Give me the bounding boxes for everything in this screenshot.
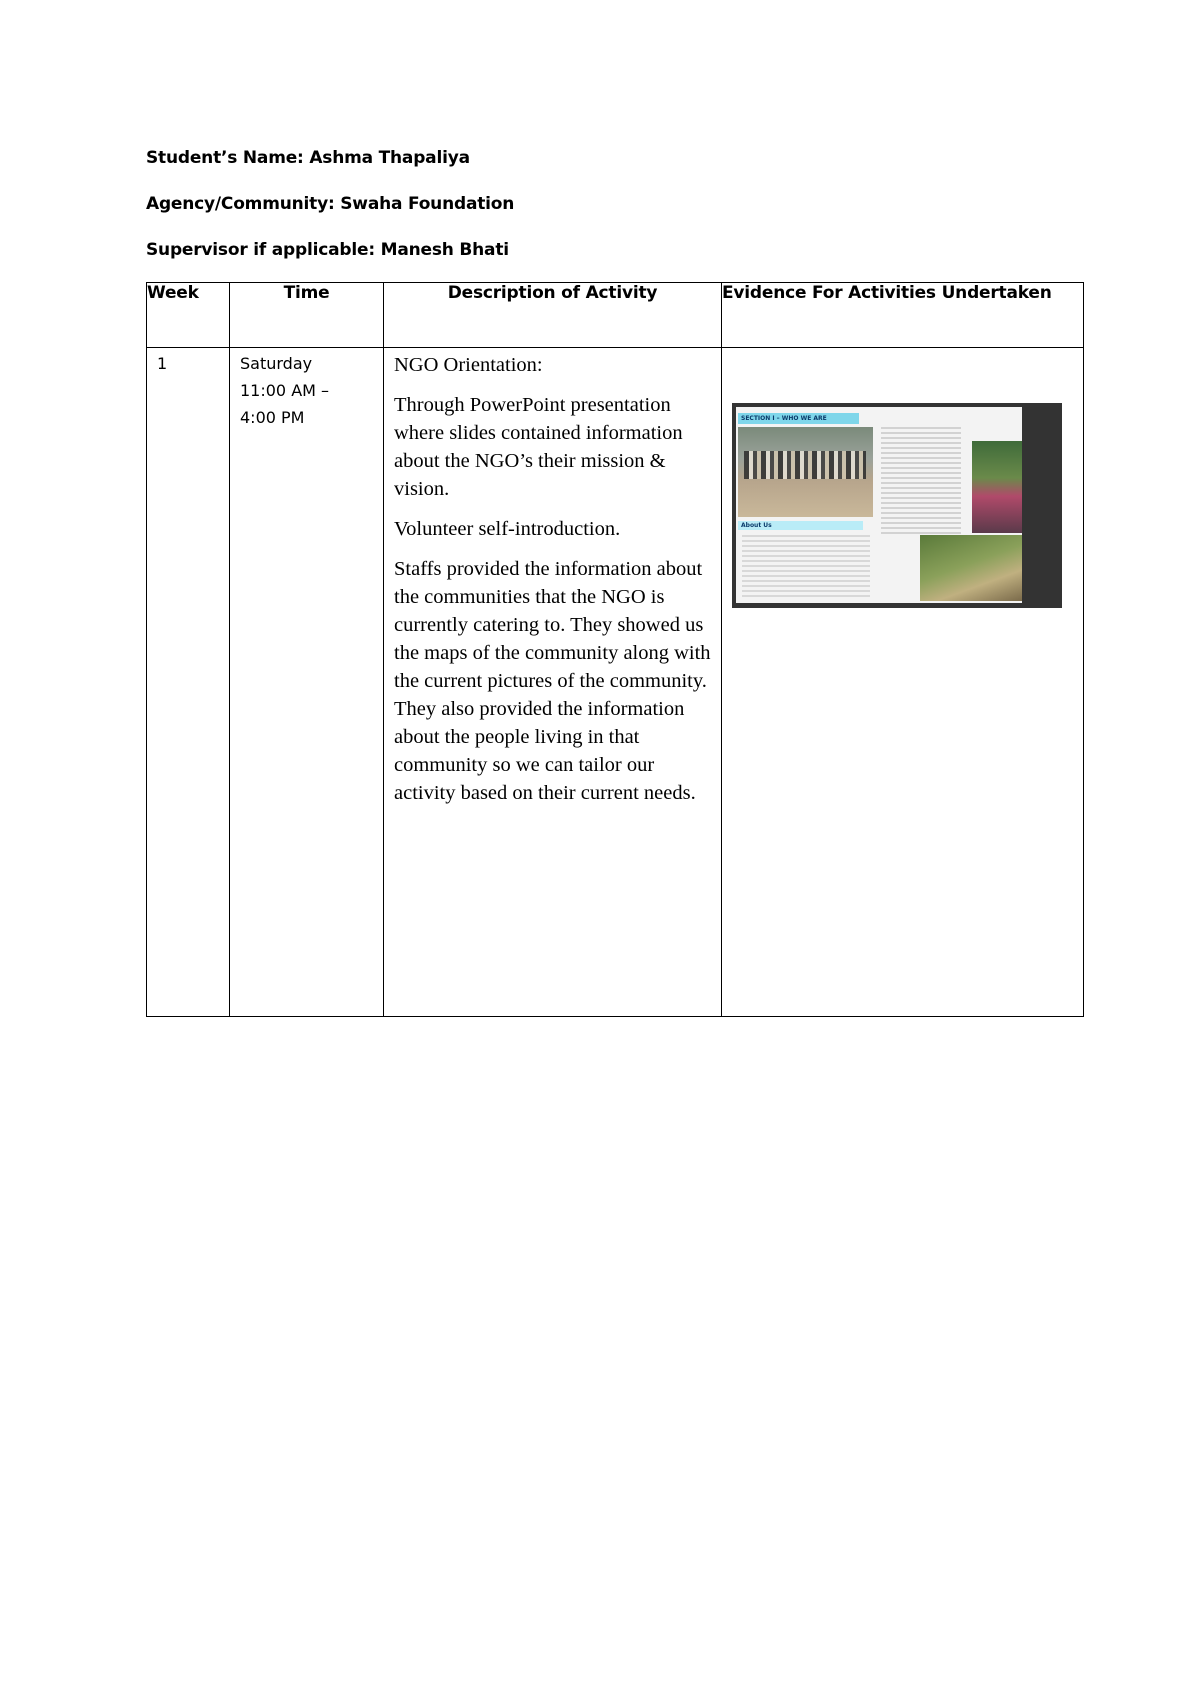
column-header-week: Week	[147, 283, 230, 348]
column-header-time: Time	[230, 283, 384, 348]
time-start: 11:00 AM –	[240, 381, 330, 400]
slide-section-banner: SECTION I – WHO WE ARE	[738, 413, 859, 424]
description-paragraph: Staffs provided the information about the communities that the NGO is currently catering to. They showed us the maps of the community along with the current pictures of the community. They also provided the information about the people living in that community so we can tailor our activity based on their current needs.	[394, 558, 711, 804]
slide-text-block	[742, 535, 870, 599]
planting-photo	[920, 535, 1022, 601]
agency-line: Agency/Community: Swaha Foundation	[146, 194, 515, 214]
time-cell	[230, 348, 384, 1017]
group-photo	[738, 427, 873, 517]
group-photo-crowd	[744, 451, 866, 479]
activity-log-table	[146, 282, 1084, 1017]
column-header-description: Description of Activity	[384, 283, 722, 348]
slide-canvas	[736, 407, 1022, 603]
student-name-line: Student’s Name: Ashma Thapaliya	[146, 148, 470, 168]
description-heading: NGO Orientation:	[394, 354, 543, 376]
description-cell	[384, 348, 722, 1017]
slide-about-heading: About Us	[738, 521, 863, 530]
evidence-cell	[722, 348, 1084, 1017]
week-value: 1	[157, 354, 168, 373]
time-value	[230, 348, 383, 431]
time-end: 4:00 PM	[240, 408, 305, 427]
supervisor-line: Supervisor if applicable: Manesh Bhati	[146, 240, 509, 260]
slide-text-block	[881, 427, 961, 537]
evidence-slide-image	[732, 403, 1062, 608]
description-text	[384, 348, 721, 807]
description-paragraph: Volunteer self-introduction.	[394, 518, 621, 540]
table-row	[147, 348, 1084, 1017]
description-paragraph: Through PowerPoint presentation where slides contained information about the NGO’s their mission & vision.	[394, 394, 683, 500]
week-cell	[147, 348, 230, 1017]
children-photo	[972, 441, 1022, 533]
table-header-row	[147, 283, 1084, 348]
time-day: Saturday	[240, 354, 313, 373]
column-header-evidence: Evidence For Activities Undertaken	[722, 283, 1084, 348]
